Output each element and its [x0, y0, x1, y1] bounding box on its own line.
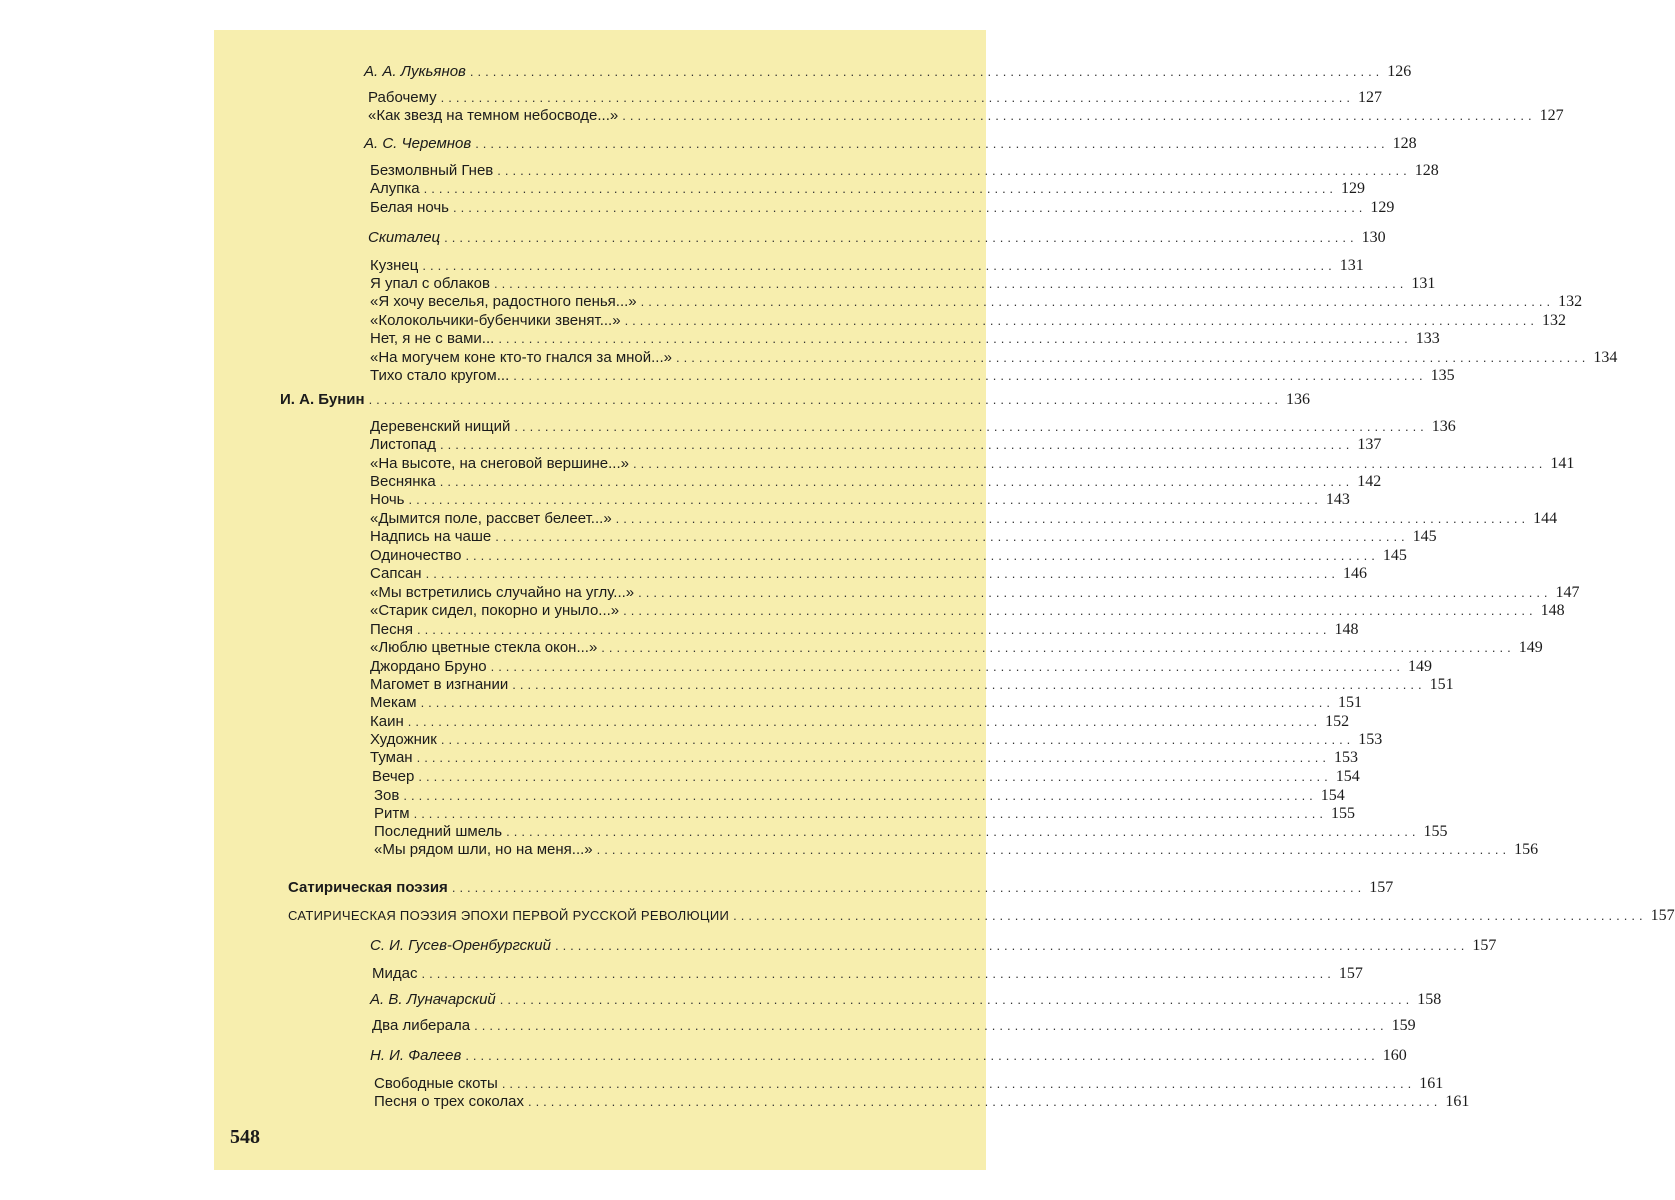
- toc-entry: [370, 274, 1436, 294]
- toc-entry-page: 157: [1369, 879, 1394, 896]
- toc-entry-page: 160: [1382, 1047, 1407, 1064]
- toc-entry-title: Песня: [370, 621, 414, 638]
- toc-entry: [288, 906, 1675, 926]
- leader-dots: ........................................................................................................................: [733, 908, 1647, 923]
- toc-entry-page: 148: [1540, 602, 1565, 619]
- leader-dots: ........................................................................................................................: [498, 331, 1412, 346]
- toc-entry-page: 145: [1382, 547, 1407, 564]
- leader-dots: ........................................................................................................................: [490, 659, 1404, 674]
- toc-entry-title: САТИРИЧЕСКАЯ ПОЭЗИЯ ЭПОХИ ПЕРВОЙ РУССКОЙ РЕВОЛЮЦИИ: [288, 908, 730, 923]
- toc-entry-title: Веснянка: [370, 473, 436, 490]
- toc-entry-title: Рабочему: [368, 89, 437, 106]
- toc-entry-title: Художник: [370, 731, 437, 748]
- toc-entry-title: Песня о трех соколах: [374, 1093, 524, 1110]
- toc-entry: [364, 134, 1417, 154]
- toc-entry-title: Листопад: [370, 436, 436, 453]
- toc-entry-page: 149: [1518, 639, 1543, 656]
- toc-entry: [280, 390, 1310, 410]
- toc-entry-page: 158: [1417, 991, 1442, 1008]
- toc-entry: [372, 964, 1363, 984]
- toc-entry-page: 144: [1533, 510, 1558, 527]
- toc-entry-page: 161: [1445, 1093, 1470, 1110]
- toc-entry: [370, 657, 1432, 677]
- leader-dots: ........................................................................................................................: [623, 603, 1537, 618]
- toc-entry: [370, 348, 1618, 368]
- leader-dots: ........................................................................................................................: [493, 276, 1408, 291]
- toc-entry-title: Туман: [370, 749, 413, 766]
- leader-dots: ........................................................................................................................: [465, 548, 1379, 563]
- toc-entry: [370, 472, 1382, 492]
- toc-entry: [370, 583, 1580, 603]
- toc-entry: [370, 730, 1383, 750]
- toc-entry-title: Кузнец: [370, 257, 419, 274]
- leader-dots: ........................................................................................................................: [601, 640, 1515, 655]
- toc-entry: [370, 509, 1558, 529]
- leader-dots: ........................................................................................................................: [368, 392, 1282, 407]
- toc-entry-title: Безмолвный Гнев: [370, 162, 494, 179]
- toc-entry: [370, 454, 1575, 474]
- toc-entry-title: Магомет в изгнании: [370, 676, 509, 693]
- leader-dots: ........................................................................................................................: [676, 350, 1590, 365]
- toc-entry-page: 146: [1343, 565, 1368, 582]
- leader-dots: ........................................................................................................................: [451, 880, 1366, 895]
- toc-entry: [370, 329, 1440, 349]
- toc-entry-page: 156: [1514, 841, 1539, 858]
- toc-entry: [370, 620, 1359, 640]
- toc-entry-page: 157: [1650, 907, 1675, 924]
- leader-dots: ........................................................................................................................: [596, 842, 1511, 857]
- leader-dots: ........................................................................................................................: [439, 437, 1354, 452]
- toc-entry-title: Скиталец: [368, 229, 441, 246]
- leader-dots: ........................................................................................................................: [469, 64, 1384, 79]
- toc-entry-title: Ночь: [370, 491, 405, 508]
- toc-entry-page: 153: [1334, 749, 1359, 766]
- leader-dots: ........................................................................................................................: [408, 492, 1322, 507]
- leader-dots: ........................................................................................................................: [514, 419, 1428, 434]
- toc-entry-title: Алупка: [370, 180, 420, 197]
- toc-entry-title: Одиночество: [370, 547, 462, 564]
- leader-dots: ........................................................................................................................: [527, 1094, 1442, 1109]
- toc-entry-page: 154: [1335, 768, 1360, 785]
- toc-entry: [370, 435, 1382, 455]
- toc-entry-page: 129: [1370, 199, 1395, 216]
- toc-entry: [374, 1092, 1470, 1112]
- leader-dots: ........................................................................................................................: [417, 622, 1331, 637]
- toc-entry-page: 134: [1593, 349, 1618, 366]
- toc-entry-page: 128: [1392, 135, 1417, 152]
- leader-dots: ........................................................................................................................: [413, 806, 1327, 821]
- toc-entry: [370, 490, 1350, 510]
- toc-entry: [370, 1046, 1407, 1066]
- toc-entry-title: «На могучем коне кто-то гнался за мной...»: [370, 349, 672, 366]
- toc-entry-title: Я упал с облаков: [370, 275, 490, 292]
- toc-entry: [370, 601, 1565, 621]
- leader-dots: ........................................................................................................................: [506, 824, 1420, 839]
- toc-entry-page: 128: [1414, 162, 1439, 179]
- toc-entry: [370, 936, 1497, 956]
- toc-entry-title: Сапсан: [370, 565, 422, 582]
- leader-dots: ........................................................................................................................: [512, 677, 1426, 692]
- leader-dots: ........................................................................................................................: [407, 714, 1322, 729]
- toc-entry-page: 151: [1337, 694, 1362, 711]
- toc-entry-title: Каин: [370, 713, 404, 730]
- leader-dots: ........................................................................................................................: [513, 368, 1427, 383]
- toc-entry-page: 141: [1550, 455, 1575, 472]
- leader-dots: ........................................................................................................................: [444, 230, 1358, 245]
- toc-entry-page: 135: [1430, 367, 1455, 384]
- toc-entry-page: 127: [1539, 107, 1564, 124]
- toc-entry-title: «Как звезд на темном небосводе...»: [368, 107, 619, 124]
- toc-entry: [370, 990, 1442, 1010]
- toc-entry-page: 155: [1423, 823, 1448, 840]
- toc-entry-title: Вечер: [372, 768, 415, 785]
- toc-entry-title: А. В. Луначарский: [370, 991, 496, 1008]
- toc-entry-page: 157: [1472, 937, 1497, 954]
- toc-entry-title: А. С. Черемнов: [364, 135, 472, 152]
- toc-entry: [370, 712, 1350, 732]
- toc-entry-title: «Старик сидел, покорно и уныло...»: [370, 602, 620, 619]
- leader-dots: ........................................................................................................................: [439, 474, 1354, 489]
- toc-entry: [368, 106, 1564, 126]
- leader-dots: ........................................................................................................................: [622, 108, 1536, 123]
- toc-entry-title: Ритм: [374, 805, 410, 822]
- toc-entry: [370, 179, 1366, 199]
- leader-dots: ........................................................................................................................: [615, 511, 1530, 526]
- leader-dots: ........................................................................................................................: [420, 695, 1334, 710]
- toc-entry-page: 145: [1412, 528, 1437, 545]
- toc-entry: [374, 840, 1539, 860]
- toc-entry-page: 137: [1357, 436, 1382, 453]
- toc-entry: [370, 292, 1583, 312]
- leader-dots: ........................................................................................................................: [640, 294, 1555, 309]
- toc-entry: [370, 161, 1439, 181]
- toc-entry-page: 143: [1325, 491, 1350, 508]
- toc-entry: [370, 748, 1359, 768]
- toc-entry-title: «Мы встретились случайно на углу...»: [370, 584, 635, 601]
- toc-entry: [370, 546, 1407, 566]
- toc-entry: [370, 693, 1362, 713]
- toc-entry-page: 159: [1391, 1017, 1416, 1034]
- leader-dots: ........................................................................................................................: [422, 258, 1336, 273]
- toc-entry-page: 131: [1339, 257, 1364, 274]
- book-page: [214, 30, 1675, 1170]
- toc-entry-title: Надпись на чаше: [370, 528, 492, 545]
- toc-entry-page: 129: [1341, 180, 1366, 197]
- toc-entry-title: Джордано Бруно: [370, 658, 487, 675]
- toc-entry-title: Тихо стало кругом...: [370, 367, 510, 384]
- toc-entry-page: 132: [1541, 312, 1566, 329]
- toc-entry: [370, 638, 1543, 658]
- leader-dots: ........................................................................................................................: [416, 750, 1331, 765]
- toc-entry-page: 152: [1325, 713, 1350, 730]
- toc-entry: [370, 256, 1364, 276]
- leader-dots: ........................................................................................................................: [440, 732, 1355, 747]
- toc-entry-title: «Я хочу веселья, радостного пенья...»: [370, 293, 637, 310]
- toc-entry-page: 136: [1431, 418, 1456, 435]
- leader-dots: ........................................................................................................................: [475, 136, 1389, 151]
- leader-dots: ........................................................................................................................: [638, 585, 1552, 600]
- toc-entry: [370, 198, 1395, 218]
- toc-entry-page: 127: [1358, 89, 1383, 106]
- leader-dots: ........................................................................................................................: [403, 788, 1317, 803]
- leader-dots: ........................................................................................................................: [423, 181, 1338, 196]
- toc-entry-page: 148: [1334, 621, 1359, 638]
- toc-entry-title: «Люблю цветные стекла окон...»: [370, 639, 598, 656]
- toc-entry-title: Мекам: [370, 694, 417, 711]
- toc-entry: [364, 62, 1412, 82]
- toc-entry: [368, 228, 1386, 248]
- toc-entry: [372, 767, 1360, 787]
- toc-entry-page: 131: [1411, 275, 1436, 292]
- toc-entry-title: Н. И. Фалеев: [370, 1047, 462, 1064]
- leader-dots: ........................................................................................................................: [425, 566, 1340, 581]
- toc-entry-page: 147: [1555, 584, 1580, 601]
- toc-entry-page: 149: [1408, 658, 1432, 675]
- toc-entry: [370, 527, 1437, 547]
- toc-entry-title: Нет, я не с вами...: [370, 330, 495, 347]
- leader-dots: ........................................................................................................................: [497, 163, 1411, 178]
- toc-entry-title: «Колокольчики-бубенчики звенят...»: [370, 312, 621, 329]
- toc-entry-page: 133: [1415, 330, 1440, 347]
- leader-dots: ........................................................................................................................: [421, 966, 1335, 981]
- toc-entry-page: 126: [1387, 63, 1412, 80]
- toc-entry-page: 161: [1419, 1075, 1444, 1092]
- table-of-contents: [214, 30, 1675, 1170]
- leader-dots: ........................................................................................................................: [554, 938, 1469, 953]
- leader-dots: ........................................................................................................................: [453, 200, 1367, 215]
- toc-entry-page: 157: [1338, 965, 1363, 982]
- toc-entry: [374, 786, 1345, 806]
- toc-entry: [374, 1074, 1444, 1094]
- toc-entry-title: Два либерала: [372, 1017, 471, 1034]
- toc-entry: [370, 311, 1566, 331]
- toc-entry: [370, 366, 1455, 386]
- toc-entry-title: Деревенский нищий: [370, 418, 511, 435]
- toc-entry-title: Мидас: [372, 965, 418, 982]
- toc-entry: [368, 88, 1383, 108]
- toc-entry-page: 136: [1285, 391, 1310, 408]
- toc-entry: [372, 1016, 1416, 1036]
- toc-entry: [288, 878, 1394, 898]
- toc-entry: [370, 675, 1454, 695]
- toc-entry-page: 155: [1331, 805, 1355, 822]
- leader-dots: ........................................................................................................................: [499, 992, 1414, 1007]
- toc-entry-title: Последний шмель: [374, 823, 503, 840]
- leader-dots: ........................................................................................................................: [440, 90, 1355, 105]
- toc-entry-page: 142: [1357, 473, 1382, 490]
- toc-entry-title: А. А. Лукьянов: [364, 63, 466, 80]
- toc-entry-title: Зов: [374, 787, 400, 804]
- toc-entry-page: 151: [1429, 676, 1454, 693]
- toc-entry-title: «Дымится поле, рассвет белеет...»: [370, 510, 612, 527]
- page-number: 548: [230, 1126, 260, 1148]
- leader-dots: ........................................................................................................................: [474, 1018, 1388, 1033]
- toc-entry-title: Белая ночь: [370, 199, 449, 216]
- toc-entry-page: 154: [1320, 787, 1345, 804]
- toc-entry-title: «Мы рядом шли, но на меня...»: [374, 841, 593, 858]
- toc-entry-title: Свободные скоты: [374, 1075, 498, 1092]
- leader-dots: ........................................................................................................................: [632, 456, 1547, 471]
- toc-entry-title: С. И. Гусев-Оренбургский: [370, 937, 551, 954]
- toc-entry: [374, 804, 1355, 824]
- toc-entry: [370, 417, 1456, 437]
- leader-dots: ........................................................................................................................: [465, 1048, 1379, 1063]
- toc-entry-page: 130: [1361, 229, 1386, 246]
- leader-dots: ........................................................................................................................: [501, 1076, 1416, 1091]
- toc-entry: [370, 564, 1368, 584]
- leader-dots: ........................................................................................................................: [495, 529, 1409, 544]
- leader-dots: ........................................................................................................................: [624, 313, 1538, 328]
- toc-entry-title: И. А. Бунин: [280, 391, 365, 408]
- toc-entry-page: 132: [1558, 293, 1583, 310]
- toc-entry-page: 153: [1358, 731, 1383, 748]
- toc-entry-title: «На высоте, на снеговой вершине...»: [370, 455, 629, 472]
- leader-dots: ........................................................................................................................: [418, 769, 1332, 784]
- toc-entry: [374, 822, 1448, 842]
- toc-entry-title: Сатирическая поэзия: [288, 879, 448, 896]
